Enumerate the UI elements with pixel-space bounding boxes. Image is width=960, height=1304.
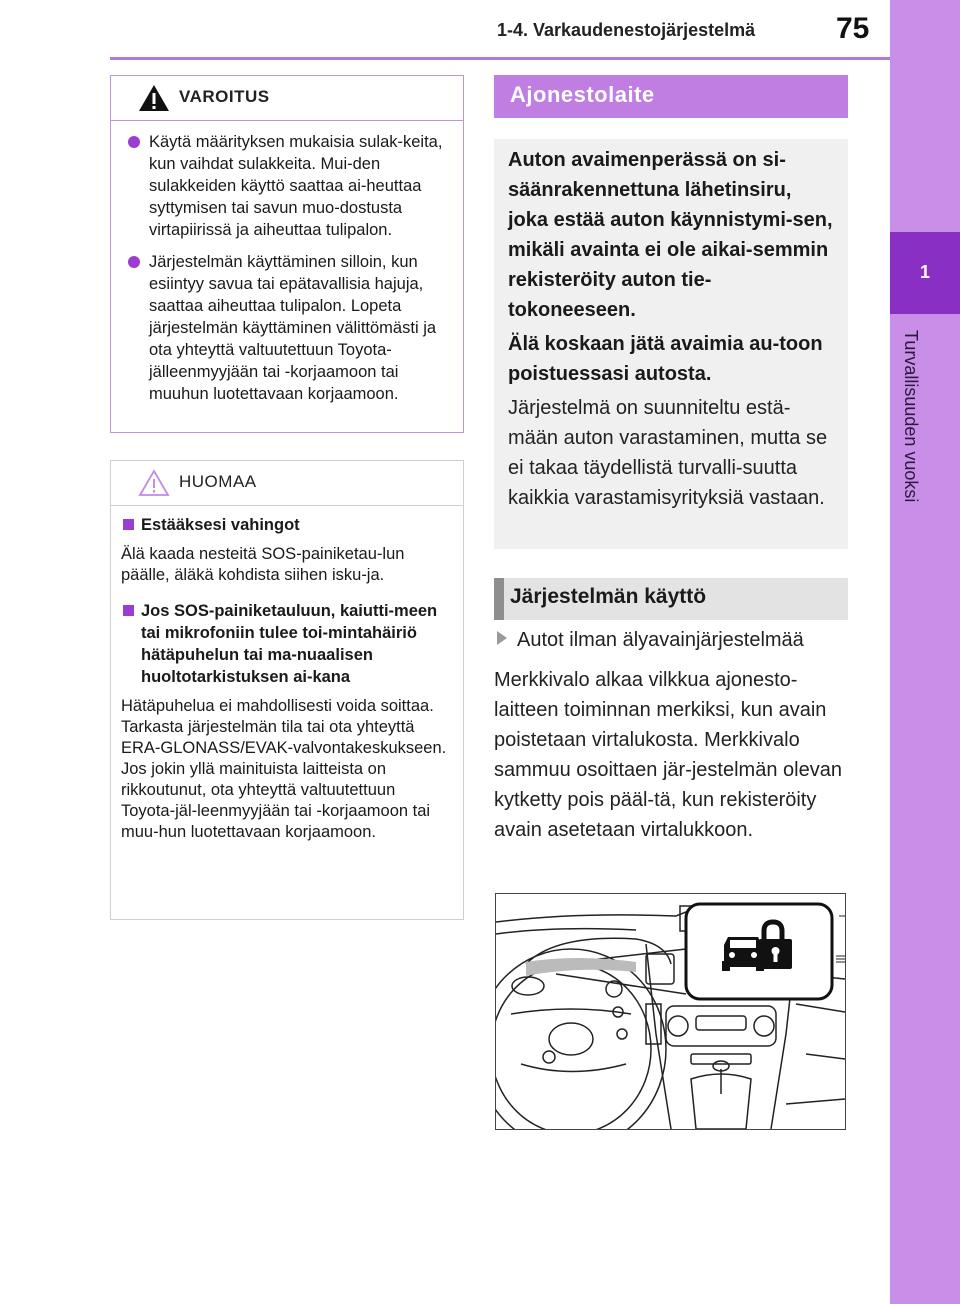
section-header <box>494 75 848 118</box>
intro-text: Järjestelmä on suunniteltu estä-mään auton varastaminen, mutta se ei takaa täydellistä turvalli-suutta kaikkia varastamisyrityksiä vastaan. <box>508 397 828 509</box>
notice-text: Älä kaada nesteitä SOS-painiketau-lun päälle, äläkä kohdista siihen isku-ja. <box>121 545 405 584</box>
section-title: 1-4. Varkaudenestojärjestelmä <box>497 20 756 40</box>
warning-item: Käytä määrityksen mukaisia sulak-keita, kun vaihdat sulakkeita. Mui-den sulakkeiden käyttö saattaa ai-heuttaa syttymisen tai savun muo-dostusta virtapiirissä ja aiheuttaa tulipalon. <box>123 131 451 241</box>
intro-bold-text: Älä koskaan jätä avaimia au-toon poistuessasi autosta. <box>508 333 823 385</box>
bullet-icon <box>128 256 140 268</box>
triangle-arrow-icon <box>497 631 507 645</box>
notice-box <box>110 460 464 920</box>
notice-heading: Jos SOS-painiketauluun, kaiutti-meen tai mikrofoniin tulee toi-mintahäiriö hätäpuhelun tai ma-nuaalisen huoltotarkistuksen ai-kana <box>121 600 451 688</box>
side-tab-title: Turvallisuuden vuoksi <box>901 330 921 503</box>
warning-box-header <box>111 76 463 121</box>
bullet-icon <box>128 136 140 148</box>
side-tab <box>890 0 960 1304</box>
warning-item: Järjestelmän käyttäminen silloin, kun esiintyy savua tai epätavallisia hajuja, saattaa aiheuttaa tulipalon. Lopeta järjestelmän käyttäminen välittömästi ja ota yhteyttä valtuutettuun Toyota-jälleenmyyjään tai -korjaamoon tai muuhun luotettavaan korjaamoon. <box>123 251 451 405</box>
header-rule <box>110 57 890 60</box>
notice-heading: Estääksesi vahingot <box>121 514 451 536</box>
subsection-header <box>494 578 848 620</box>
caution-triangle-icon <box>138 469 170 497</box>
intro-box <box>494 139 848 549</box>
list-item: Autot ilman älyavainjärjestelmää <box>497 629 804 652</box>
warning-triangle-icon <box>138 84 170 112</box>
notice-box-title: HUOMAA <box>179 472 257 491</box>
side-tab-number-block <box>890 232 960 314</box>
section-header-title: Ajonestolaite <box>510 82 655 107</box>
notice-box-header <box>111 461 463 506</box>
page-number: 75 <box>836 12 870 45</box>
warning-box-title: VAROITUS <box>179 87 270 106</box>
intro-bold-text: Auton avaimenperässä on si-säänrakennettuna lähetinsiru, joka estää auton käynnistymi-sen, mikäli avainta ei ole aikai-semmin rekisteröity auton tie-tokoneeseen. <box>508 149 833 321</box>
side-tab-number: 1 <box>919 262 930 282</box>
notice-text: Hätäpuhelua ei mahdollisesti voida soittaa. Tarkasta järjestelmän tila tai ota yhteyttä ERA-GLONASS/EVAK-valvontakeskukseen. Jos jokin yllä mainituista laitteista on rikkoutunut, ota yhteyttä valtuutettuun Toyota-jäl-leenmyyjään tai -korjaamoon tai muu-hun luotettavaan korjaamoon. <box>121 697 447 841</box>
square-bullet-icon <box>123 519 134 530</box>
warning-box <box>110 75 464 433</box>
dashboard-illustration <box>495 893 846 1130</box>
square-bullet-icon <box>123 605 134 616</box>
subsection-title: Järjestelmän käyttö <box>510 585 707 608</box>
dashboard-drawing <box>496 894 845 1129</box>
body-text: Merkkivalo alkaa vilkkua ajonesto-laitteen toiminnan merkiksi, kun avain poistetaan virtalukosta. Merkkivalo sammuu osoittaen jär-jestelmän olevan kytketty pois pääl-tä, kun rekisteröity avain asetetaan virtalukkoon. <box>494 669 842 841</box>
